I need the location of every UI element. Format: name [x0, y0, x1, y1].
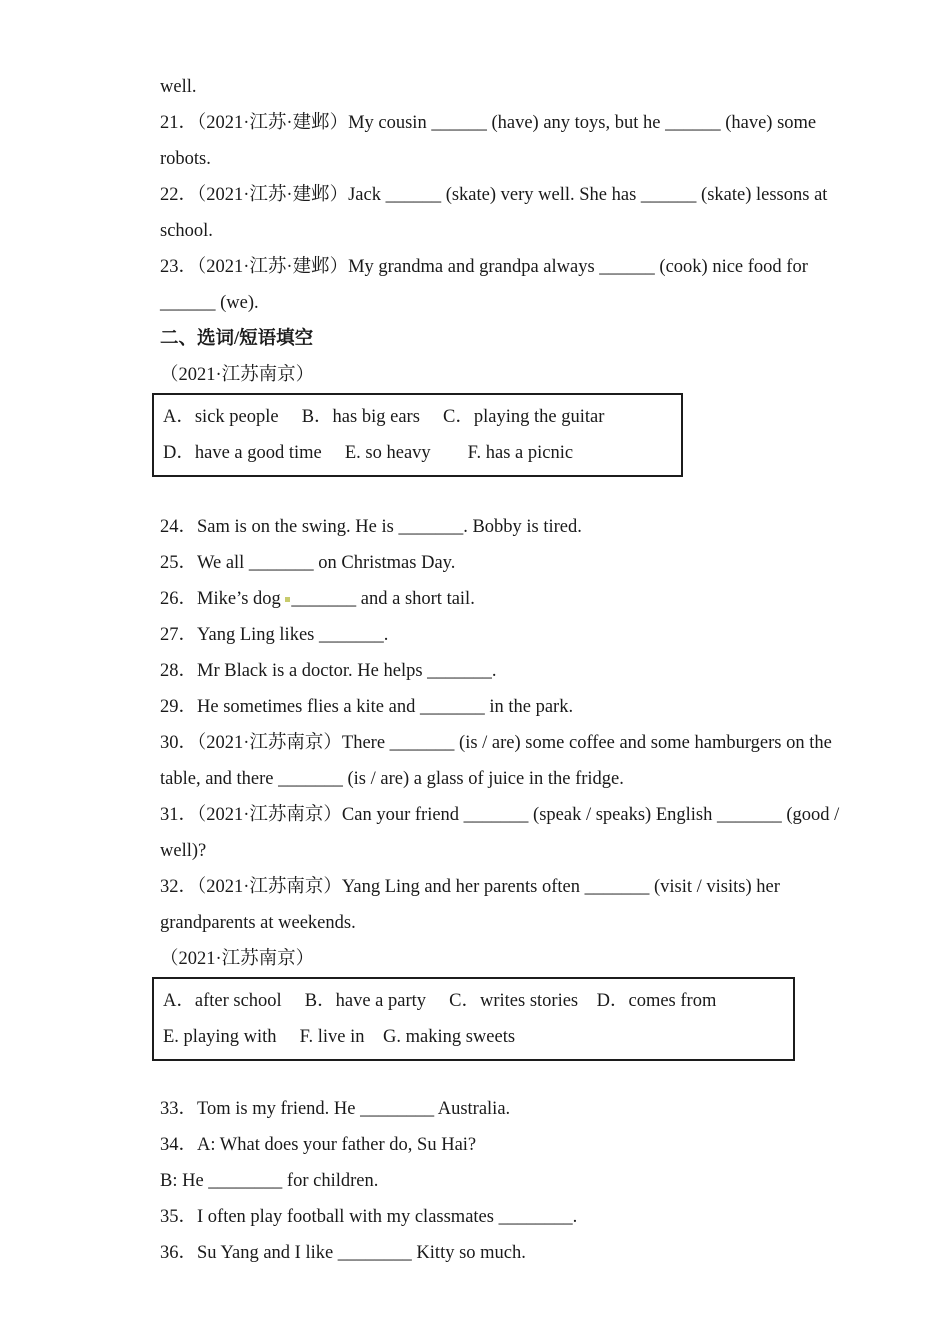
question-26 — [160, 581, 920, 617]
question-26-pre: 26．Mike’s dog — [160, 589, 286, 609]
question-22-line-2: school. — [160, 221, 213, 241]
options-box-2-row-1: A．after school B．have a party C．writes stories D．comes from — [163, 991, 717, 1011]
line-well: well. — [160, 77, 197, 97]
question-35: 35．I often play football with my classmates ________. — [160, 1207, 578, 1227]
highlight-dot-icon — [285, 597, 290, 602]
question-30-line-2: table, and there _______ (is / are) a glass of juice in the fridge. — [160, 769, 624, 789]
question-32-line-1: 32．（2021·江苏南京）Yang Ling and her parents often _______ (visit / visits) her — [160, 877, 780, 897]
question-29: 29．He sometimes flies a kite and _______ in the park. — [160, 697, 574, 717]
question-30-line-1: 30．（2021·江苏南京）There _______ (is / are) some coffee and some hamburgers on the — [160, 733, 832, 753]
question-34-line-1: 34．A: What does your father do, Su Hai? — [160, 1135, 477, 1155]
question-22-line-1: 22．（2021·江苏·建邺）Jack ______ (skate) very well. She has ______ (skate) lessons at — [160, 185, 828, 205]
options-box-1-row-2: D．have a good time E. so heavy F. has a picnic — [163, 443, 574, 463]
section-heading: 二、选词/短语填空 — [160, 329, 314, 349]
question-21-line-1: 21．（2021·江苏·建邺）My cousin ______ (have) any toys, but he ______ (have) some — [160, 113, 817, 133]
options-box-2 — [152, 977, 795, 1061]
question-31-line-1: 31．（2021·江苏南京）Can your friend _______ (speak / speaks) English _______ (good / — [160, 805, 840, 825]
question-23-line-1: 23．（2021·江苏·建邺）My grandma and grandpa always ______ (cook) nice food for — [160, 257, 808, 277]
options-box-1 — [152, 393, 683, 477]
source-label-1: （2021·江苏南京） — [160, 365, 315, 385]
source-label-2: （2021·江苏南京） — [160, 949, 315, 969]
question-21-line-2: robots. — [160, 149, 211, 169]
question-31-line-2: well)? — [160, 841, 207, 861]
question-23-line-2: ______ (we). — [160, 293, 259, 313]
options-box-1-row-1: A．sick people B．has big ears C．playing the guitar — [163, 407, 605, 427]
question-32-line-2: grandparents at weekends. — [160, 913, 356, 933]
question-24: 24．Sam is on the swing. He is _______. Bobby is tired. — [160, 517, 582, 537]
options-box-2-row-2: E. playing with F. live in G. making sweets — [163, 1027, 516, 1047]
question-26-post: _______ and a short tail. — [291, 589, 475, 609]
question-33: 33．Tom is my friend. He ________ Australia. — [160, 1099, 511, 1119]
question-27: 27．Yang Ling likes _______. — [160, 625, 389, 645]
question-34-line-2: B: He ________ for children. — [160, 1171, 379, 1191]
question-36: 36．Su Yang and I like ________ Kitty so much. — [160, 1243, 526, 1263]
question-25: 25．We all _______ on Christmas Day. — [160, 553, 456, 573]
question-28: 28．Mr Black is a doctor. He helps _______. — [160, 661, 497, 681]
